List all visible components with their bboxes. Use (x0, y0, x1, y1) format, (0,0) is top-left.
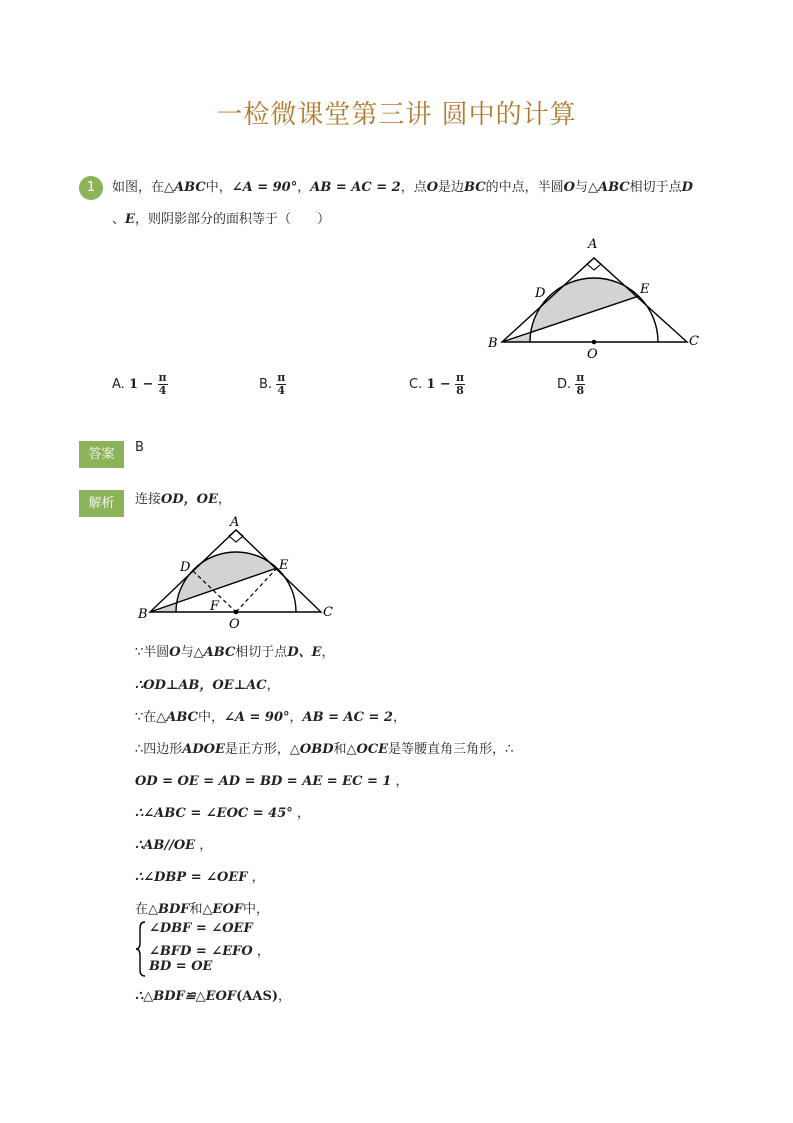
solution-intro: 连接OD，OE， (135, 492, 231, 507)
label-d: D (535, 286, 546, 301)
label-c: C (323, 605, 333, 620)
page-title: 一检微课堂第三讲 圆中的计算 (216, 100, 577, 130)
label-e: E (640, 282, 650, 297)
question-text-line1: 如图，在△ABC中，∠A = 90°，AB = AC = 2，点O是边BC的中点，半圆O与△ABC相切于点D (112, 180, 693, 195)
equation-2-row: ∠BFD = ∠EFO ， (149, 944, 270, 959)
solution-line-10: ∴△BDF≌△EOF(AAS)， (135, 989, 292, 1004)
label-a: A (588, 237, 598, 252)
answer-tag: 答案 (79, 441, 124, 468)
solution-line-8: ∴∠DBP = ∠OEF ， (135, 870, 265, 885)
solution-line-2: ∴OD⊥AB，OE⊥AC， (135, 678, 280, 693)
equation-1: ∠DBF = ∠OEF (149, 921, 253, 936)
solution-line-3: ∵在△ABC中，∠A = 90°，AB = AC = 2， (135, 710, 406, 725)
solution-tag: 解析 (79, 490, 124, 517)
label-o: O (587, 347, 598, 362)
equation-system (135, 921, 295, 977)
label-c: C (689, 334, 699, 349)
solution-line-5: OD = OE = AD = BD = AE = EC = 1 ， (135, 774, 409, 789)
question-number-badge: 1 (79, 176, 103, 200)
answer-value: B (135, 440, 144, 455)
option-a[interactable]: A. 1 − $\frac{\pi}{4}$ (112, 371, 167, 397)
label-d: D (180, 560, 191, 575)
label-b: B (138, 607, 148, 622)
right-angle-mark (229, 530, 243, 542)
label-f: F (210, 599, 220, 614)
option-d[interactable]: D. $\frac{\pi}{8}$ (557, 371, 585, 397)
question-text-line2: 、E，则阴影部分的面积等于（ ） (112, 212, 330, 227)
solution-figure (134, 510, 342, 634)
label-b: B (488, 336, 498, 351)
equation-3: BD = OE (149, 959, 213, 974)
option-b[interactable]: B. $\frac{\pi}{4}$ (259, 371, 286, 397)
option-c[interactable]: C. 1 − $\frac{\pi}{8}$ (409, 371, 465, 397)
label-e: E (279, 558, 289, 573)
solution-line-1: ∵半圆O与△ABC相切于点D、E， (135, 645, 335, 660)
solution-line-4: ∴四边形ADOE是正方形，△OBD和△OCE是等腰直角三角形，∴ (135, 742, 514, 757)
center-point-o (592, 340, 597, 345)
solution-line-7: ∴AB//OE ， (135, 838, 213, 853)
label-o: O (229, 617, 240, 632)
center-point-o (234, 610, 239, 615)
solution-line-6: ∴∠ABC = ∠EOC = 45° ， (135, 806, 310, 821)
left-brace (135, 921, 147, 977)
shaded-region (506, 278, 639, 342)
question-figure (486, 232, 706, 364)
solution-line-9: 在△BDF和△EOF中， (135, 902, 270, 917)
label-a: A (230, 515, 240, 530)
right-angle-mark (587, 258, 601, 270)
